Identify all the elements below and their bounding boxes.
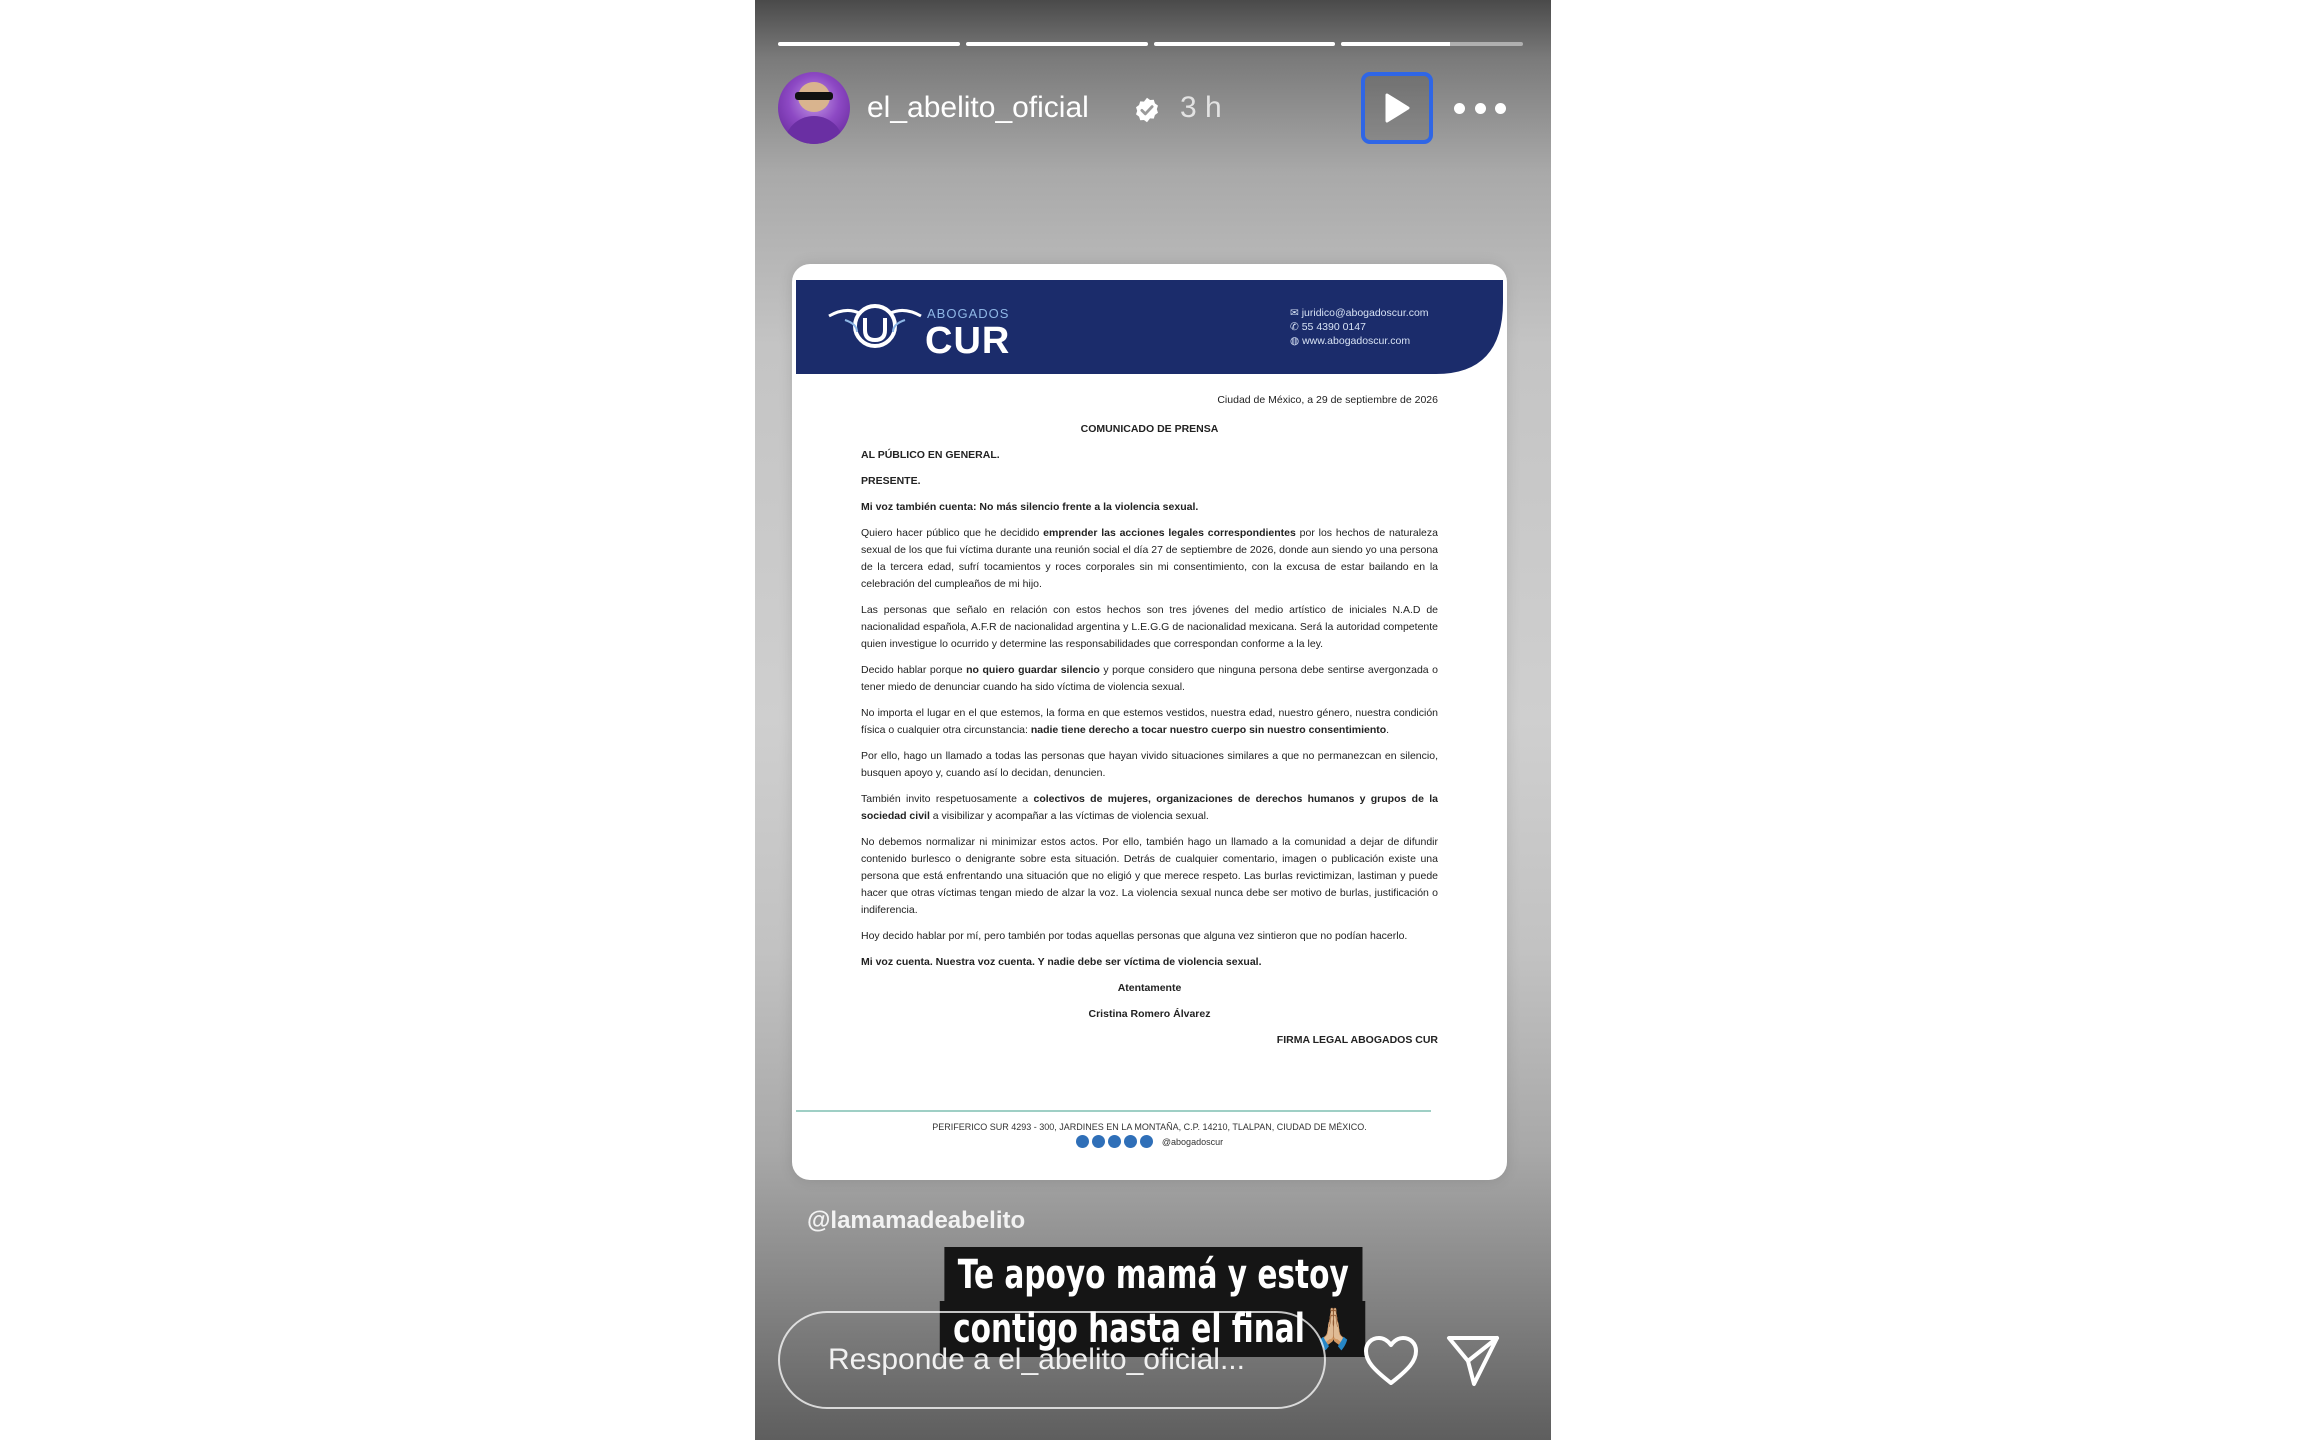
document-body bbox=[861, 392, 1438, 1058]
reply-input[interactable] bbox=[826, 1342, 1290, 1378]
facebook-icon bbox=[1092, 1135, 1105, 1148]
send-icon[interactable] bbox=[1446, 1333, 1500, 1387]
threads-icon bbox=[1140, 1135, 1153, 1148]
whatsapp-icon: ✆ bbox=[1290, 321, 1302, 333]
paragraph-8: Hoy decido hablar por mí, pero también por todas aquellas personas que alguna vez sintieron que no podían hacerlo. bbox=[861, 930, 1408, 942]
closing-line: Mi voz cuenta. Nuestra voz cuenta. Y nadie debe ser víctima de violencia sexual. bbox=[861, 956, 1262, 968]
caption-line-2: contigo hasta el final 🙏🏼 bbox=[940, 1301, 1366, 1357]
paragraph-2: Las personas que señalo en relación con estos hechos son tres jóvenes del medio artístico de iniciales N.A.D de nacionalidad española, A.F.R de nacionalidad argentina y L.E.G.G de nacionalidad mexicana. Será la autoridad competente quien investigue lo ocurrido y determine las responsabilidades que correspondan conforme a la ley. bbox=[861, 604, 1438, 650]
paragraph-6: También invito respetuosamente a colectivos de mujeres, organizaciones de derechos humanos y grupos de la sociedad civil a visibilizar y acompañar a las víctimas de violencia sexual. bbox=[861, 793, 1439, 822]
salutation: AL PÚBLICO EN GENERAL. bbox=[861, 449, 1000, 461]
progress-segment bbox=[1341, 42, 1523, 46]
phone-line: ✆ 55 4390 0147 bbox=[1290, 321, 1366, 333]
press-release-image bbox=[792, 264, 1507, 1180]
story-header bbox=[778, 72, 1523, 144]
story-time: 3 h bbox=[1180, 91, 1222, 124]
document-date: Ciudad de México, a 29 de septiembre de 2026 bbox=[1217, 394, 1438, 406]
avatar[interactable] bbox=[778, 72, 850, 144]
play-icon bbox=[1382, 92, 1412, 124]
document-heading: COMUNICADO DE PRENSA bbox=[1080, 423, 1219, 435]
instagram-icon bbox=[1076, 1135, 1089, 1148]
footer-address: PERIFERICO SUR 4293 - 300, JARDINES EN LA MONTAÑA, C.P. 14210, TLALPAN, CIUDAD DE MÉXICO. bbox=[932, 1122, 1367, 1132]
verified-badge-icon bbox=[1133, 96, 1161, 124]
username[interactable]: el_abelito_oficial bbox=[867, 91, 1089, 124]
progress-segment bbox=[1154, 42, 1336, 46]
paragraph-5: Por ello, hago un llamado a todas las personas que hayan vivido situaciones similares a que no permanezcan en silencio, busquen apoyo y, cuando así lo decidan, denuncien. bbox=[861, 750, 1438, 779]
story-viewer bbox=[755, 0, 1551, 1440]
letterhead-contacts bbox=[1290, 306, 1429, 348]
sign-off: Atentamente bbox=[1117, 982, 1182, 994]
story-progress-bar bbox=[778, 42, 1523, 46]
play-button[interactable] bbox=[1361, 72, 1433, 144]
more-options-button[interactable] bbox=[1454, 96, 1506, 120]
firm-name: FIRMA LEGAL ABOGADOS CUR bbox=[1276, 1034, 1438, 1046]
footer-social bbox=[792, 1135, 1507, 1148]
email-line: ✉ juridico@abogadoscur.com bbox=[1290, 307, 1429, 319]
tiktok-icon bbox=[1124, 1135, 1137, 1148]
signer-name: Cristina Romero Álvarez bbox=[1088, 1008, 1211, 1020]
footer-divider bbox=[796, 1110, 1431, 1112]
mail-icon: ✉ bbox=[1290, 307, 1302, 319]
x-icon bbox=[1108, 1135, 1121, 1148]
web-line: ◍ www.abogadoscur.com bbox=[1290, 335, 1411, 347]
cur-logo-icon bbox=[827, 298, 923, 354]
more-horizontal-icon bbox=[1454, 103, 1465, 114]
paragraph-3: Decido hablar porque no quiero guardar silencio y porque considero que ninguna persona debe sentirse avergonzada o tener miedo de denunciar cuando ha sido víctima de violencia sexual. bbox=[861, 664, 1439, 693]
progress-segment bbox=[966, 42, 1148, 46]
globe-icon: ◍ bbox=[1290, 335, 1303, 347]
presente: PRESENTE. bbox=[861, 475, 921, 487]
brand-subtitle: ABOGADOS bbox=[927, 306, 1010, 321]
paragraph-4: No importa el lugar en el que estemos, la forma en que estemos vestidos, nuestra edad, nuestro género, nuestra condición física o cualquier otra circunstancia: nadie tiene derecho a tocar nuestro cuerpo sin nuestro consentimiento. bbox=[861, 707, 1438, 736]
footer-handle: @abogadoscur bbox=[1161, 1136, 1224, 1147]
caption-line-1: Te apoyo mamá y estoy bbox=[944, 1247, 1362, 1303]
brand-name: CUR bbox=[925, 320, 1011, 362]
heart-icon[interactable] bbox=[1363, 1335, 1419, 1387]
reply-field[interactable] bbox=[778, 1311, 1326, 1409]
progress-segment bbox=[778, 42, 960, 46]
paragraph-1: Quiero hacer público que he decidido emprender las acciones legales correspondientes por los hechos de naturaleza sexual de los que fui víctima durante una reunión social el día 27 de septiembre de 2026, donde aun siendo yo una persona de la tercera edad, sufrí tocamientos y roces corporales sin mi consentimiento, con la excusa de estar bailando en la celebración del cumpleaños de mi hijo. bbox=[861, 527, 1438, 590]
document-subtitle: Mi voz también cuenta: No más silencio frente a la violencia sexual. bbox=[861, 501, 1199, 513]
mention-sticker[interactable]: @lamamadeabelito bbox=[807, 1207, 1026, 1234]
paragraph-7: No debemos normalizar ni minimizar estos actos. Por ello, también hago un llamado a la comunidad a dejar de difundir contenido burlesco o denigrante sobre esta situación. Detrás de cualquier comentario, imagen o publicación existe una persona que está enfrentando una situación que no eligió y que merece respeto. Las burlas revictimizan, lastiman y puede hacer que otras víctimas tengan miedo de alzar la voz. La violencia sexual nunca debe ser motivo de burlas, justificación o indiferencia. bbox=[861, 836, 1438, 916]
